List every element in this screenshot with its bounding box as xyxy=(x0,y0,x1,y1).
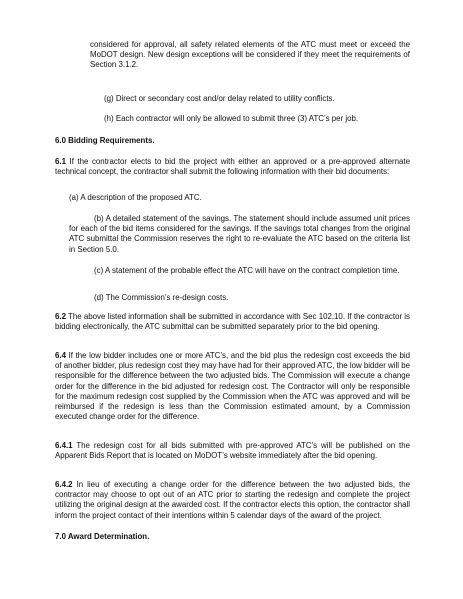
section-6-4-number: 6.4 xyxy=(55,351,66,360)
section-6-4-1 xyxy=(55,441,410,461)
item-h: (h) Each contractor will only be allowed to submit three (3) ATC’s per job. xyxy=(104,114,359,123)
intro-paragraph: considered for approval, all safety related elements of the ATC must meet or exceed the MoDOT design. New design exceptions will be considered if they meet the requirements of Section 3.1.2. xyxy=(90,40,410,70)
section-6-2-text: The above listed information shall be submitted in accordance with Sec 102.10. If the contractor is bidding electronically, the ATC submittal can be submitted separately prior to the bid opening. xyxy=(55,312,410,332)
section-6-4-1-text: The redesign cost for all bids submitted with pre-approved ATC’s will be published on the Apparent Bids Report that is located on MoDOT’s website immediately after the bid opening. xyxy=(55,441,410,461)
section-6-1-text: If the contractor elects to bid the project with either an approved or a pre-approved alternate technical concept, the contractor shall submit the following information with their bid documents: xyxy=(55,157,410,177)
item-a: (a) A description of the proposed ATC. xyxy=(69,193,202,202)
section-6-2-number: 6.2 xyxy=(55,312,66,321)
section-6-4-text: If the low bidder includes one or more ATC’s, and the bid plus the redesign cost exceeds the bid of another bidder, plus redesign cost they may have had for their approved ATC, the low bidder will be responsible for the difference between the two adjusted bids. The Commission will execute a change order for the difference in the bid adjusted for redesign cost. The Contractor will only be responsible for the maximum redesign cost supplied by the Commission when the ATC was approved and will be reimbursed if the redesign is less than the Commission estimated amount, by a Commission executed change order for the difference. xyxy=(55,351,410,422)
section-6-4-2-text: In lieu of executing a change order for the difference between the two adjusted bids, the contractor may choose to opt out of an ATC prior to starting the redesign and complete the project utilizing the original design at the awarded cost. If the contractor elects this option, the contractor shall inform the project contact of their intentions within 5 calendar days of the award of the project. xyxy=(55,480,410,520)
section-7-heading: 7.0 Award Determination. xyxy=(55,532,150,541)
item-c: (c) A statement of the probable effect the ATC will have on the contract completion time. xyxy=(94,266,400,275)
section-6-4-1-number: 6.4.1 xyxy=(55,441,73,450)
section-6-heading: 6.0 Bidding Requirements. xyxy=(55,136,155,145)
section-6-4-2-number: 6.4.2 xyxy=(55,480,73,489)
section-6-4-2 xyxy=(55,480,410,521)
section-6-1-number: 6.1 xyxy=(55,157,66,166)
item-d: (d) The Commission’s re-design costs. xyxy=(94,293,229,302)
section-6-2 xyxy=(55,312,410,332)
section-6-1 xyxy=(55,157,410,177)
item-g: (g) Direct or secondary cost and/or delay related to utility conflicts. xyxy=(104,94,335,103)
section-6-4 xyxy=(55,351,410,422)
item-b: (b) A detailed statement of the savings. The statement should include assumed unit prices for each of the bid items considered for the savings. If the savings total changes from the original ATC submittal the Commission reserves the right to re-evaluate the ATC based on the criteria list in Section 5.0. xyxy=(69,214,410,254)
